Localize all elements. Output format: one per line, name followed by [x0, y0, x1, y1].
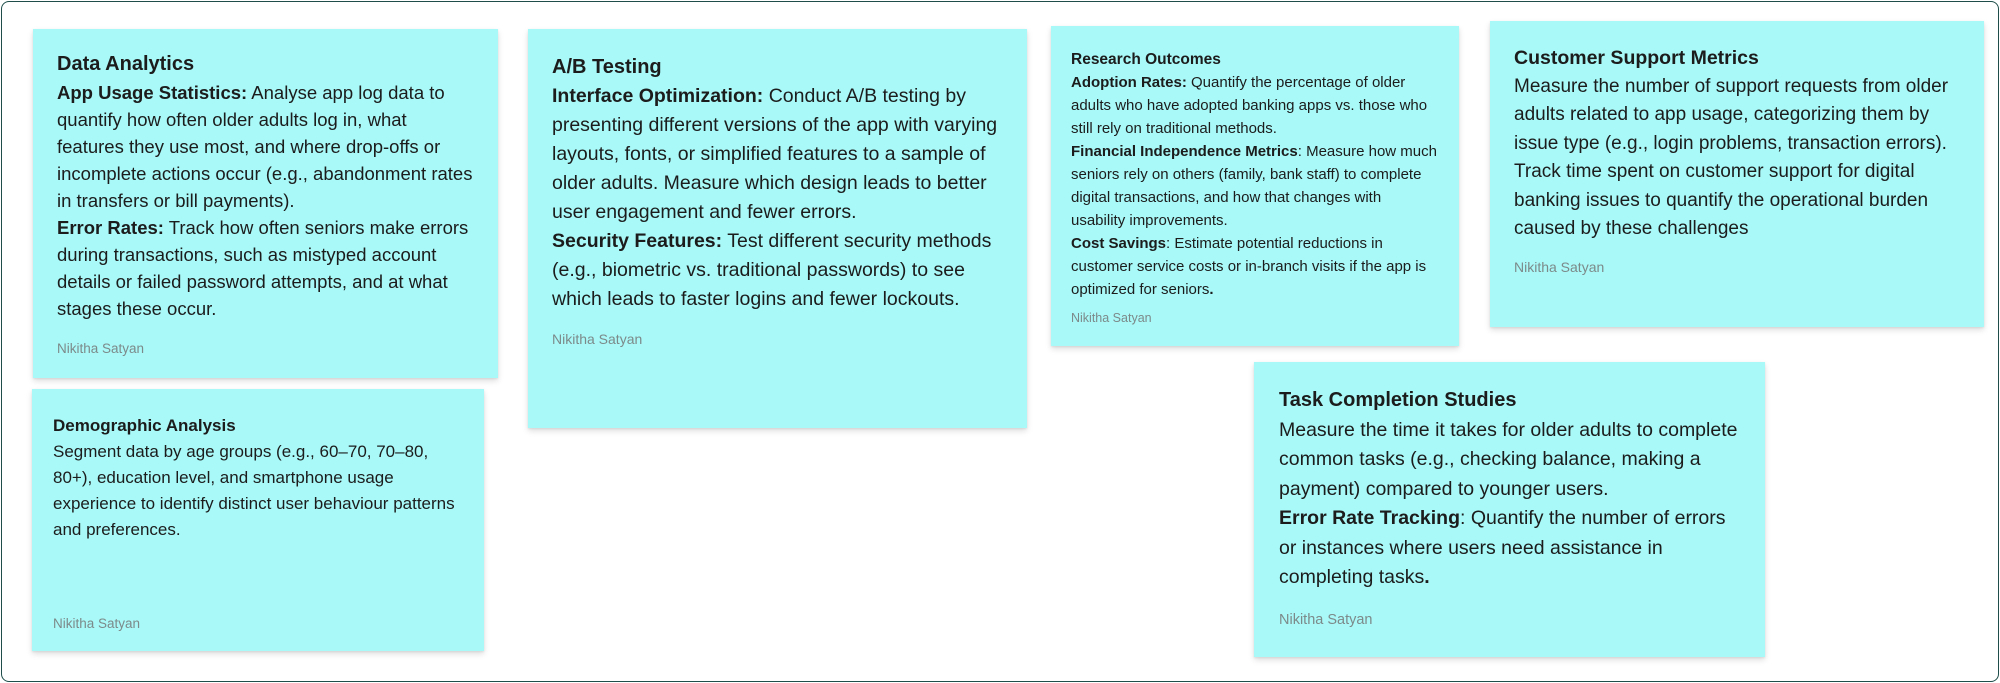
note-paragraph-text: Conduct A/B testing by presenting different versions of the app with varying layouts, fonts, or simplified features to a sample of older adults. Measure which design leads to better user engagement and fewer errors. [552, 85, 998, 223]
note-title: A/B Testing [552, 56, 662, 78]
note-paragraph-text: Track how often seniors make errors during transactions, such as mistyped account details or failed password attempts, and at what stages these occur. [57, 217, 469, 319]
note-paragraph-text: : Quantify the number of errors or instances where users need assistance in completing tasks [1279, 507, 1726, 588]
note-paragraph-text: Measure the time it takes for older adults to complete common tasks (e.g., checking balance, making a payment) compared to younger users. [1279, 418, 1738, 500]
note-title: Task Completion Studies [1279, 389, 1517, 411]
note-paragraph-text: Measure the number of support requests from older adults related to app usage, categorizing them by issue type (e.g., login problems, transaction errors). [1514, 75, 1949, 154]
sticky-note-ab-testing[interactable] [528, 29, 1027, 428]
note-paragraph-heading: Error Rates: [57, 217, 164, 238]
note-author: Nikitha Satyan [53, 616, 141, 631]
note-paragraph [57, 79, 474, 214]
note-title: Data Analytics [57, 53, 195, 75]
note-paragraph-text: Analyse app log data to quantify how often older adults log in, what features they use most, and where drop-offs or incomplete actions occur (e.g., abandonment rates in transfers or bill payments). [57, 82, 473, 211]
note-title: Research Outcomes [1071, 51, 1221, 68]
note-paragraph-heading: Security Features: [552, 230, 723, 252]
note-title: Demographic Analysis [53, 416, 236, 435]
note-paragraph [552, 82, 1003, 227]
note-author: Nikitha Satyan [1514, 258, 1605, 275]
note-title: Customer Support Metrics [1514, 47, 1759, 69]
note-paragraph-tail: . [1209, 281, 1214, 298]
note-paragraph-heading: Interface Optimization: [552, 85, 764, 107]
note-paragraph [552, 227, 1003, 314]
note-paragraph [1514, 158, 1960, 244]
note-paragraph-text: Quantify the percentage of older adults who have adopted banking apps vs. those who still rely on traditional methods. [1071, 74, 1428, 137]
sticky-note-research-outcomes[interactable] [1051, 26, 1459, 346]
sticky-note-demographic-analysis[interactable] [32, 389, 484, 651]
note-paragraph-tail: . [1424, 566, 1430, 588]
note-paragraph [1514, 73, 1960, 159]
note-paragraph-text: : Estimate potential reductions in customer service costs or in-branch visits if the app is optimized for seniors [1071, 235, 1427, 298]
note-paragraph [53, 439, 463, 543]
note-paragraph-heading: Error Rate Tracking [1279, 507, 1460, 529]
note-paragraph [1279, 504, 1740, 593]
sticky-note-task-completion-studies[interactable] [1254, 362, 1765, 657]
note-author: Nikitha Satyan [552, 331, 643, 347]
whiteboard-canvas[interactable] [1, 1, 1999, 682]
note-author: Nikitha Satyan [1071, 311, 1152, 325]
note-paragraph-heading: Cost Savings [1071, 235, 1167, 252]
note-author: Nikitha Satyan [57, 341, 145, 356]
note-paragraph-text: Test different security methods (e.g., biometric vs. traditional passwords) to see which leads to faster logins and fewer lockouts. [552, 230, 992, 310]
sticky-note-customer-support-metrics[interactable] [1490, 21, 1984, 327]
note-paragraph-heading: Financial Independence Metrics [1071, 143, 1298, 160]
note-paragraph [1071, 71, 1439, 140]
note-paragraph [1071, 232, 1439, 301]
note-paragraph-heading: App Usage Statistics: [57, 82, 248, 103]
note-author: Nikitha Satyan [1279, 611, 1373, 628]
note-paragraph-text: Segment data by age groups (e.g., 60–70, 70–80, 80+), education level, and smartphone usage experience to identify distinct user behaviour patterns and preferences. [53, 442, 455, 539]
note-paragraph-text: : Measure how much seniors rely on others (family, bank staff) to complete digital transactions, and how that changes with usability improvements. [1071, 143, 1437, 229]
note-paragraph [57, 214, 474, 322]
note-paragraph [1071, 140, 1439, 232]
note-paragraph-heading: Adoption Rates: [1071, 74, 1187, 91]
sticky-note-data-analytics[interactable] [33, 29, 498, 378]
note-paragraph [1279, 416, 1740, 505]
note-paragraph-text: Track time spent on customer support for digital banking issues to quantify the operational burden caused by these challenges [1514, 161, 1929, 239]
